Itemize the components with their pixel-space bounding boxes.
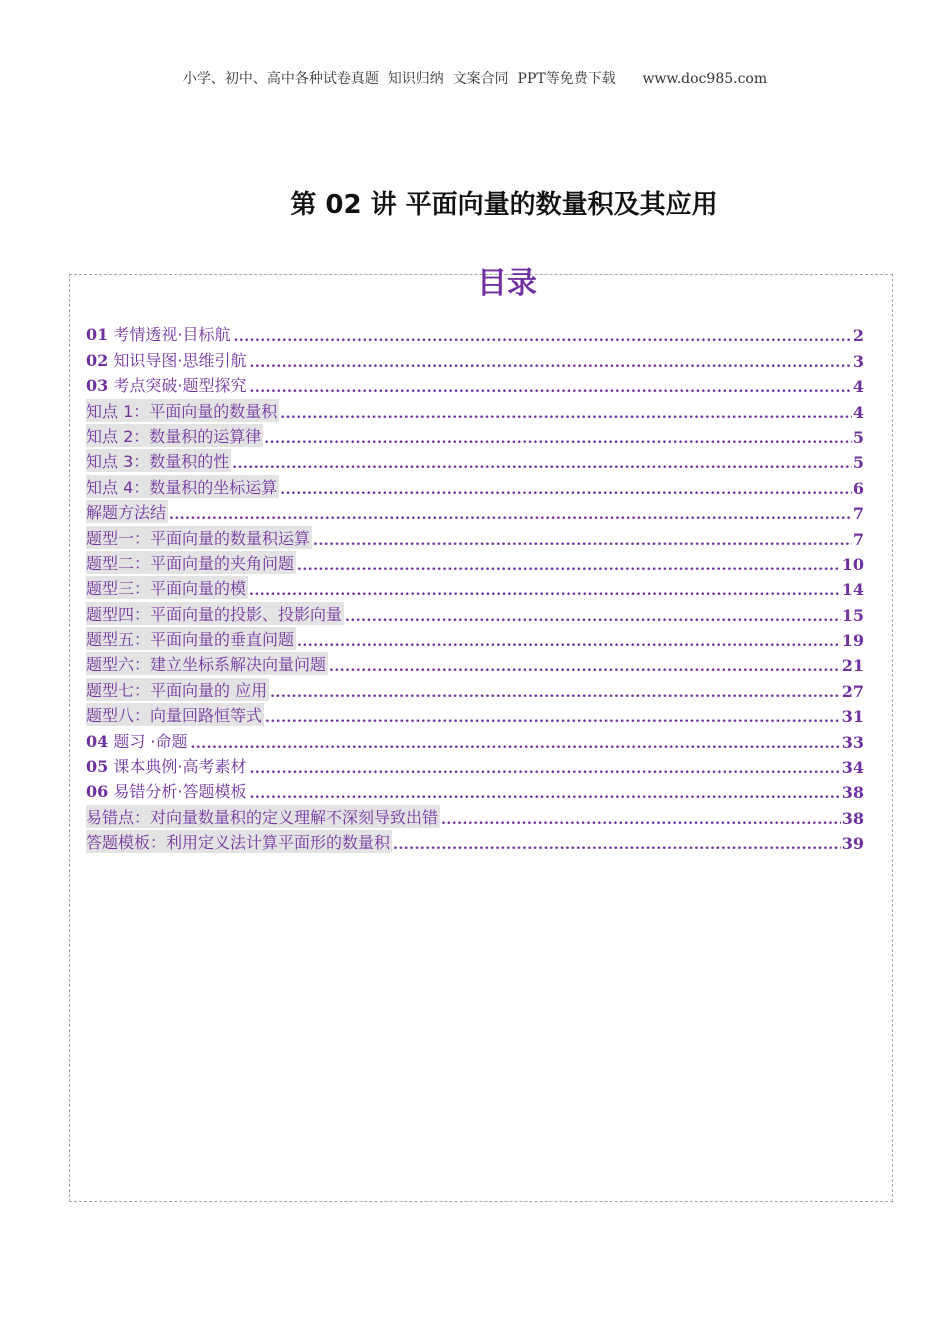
toc-label: 知点 1：平面向量的数量积 — [86, 399, 279, 422]
toc-page: 5 — [852, 453, 864, 473]
toc-leader — [297, 558, 841, 574]
toc-page: 33 — [841, 732, 864, 752]
toc-entry[interactable] — [86, 396, 864, 421]
toc-page: 5 — [852, 427, 864, 447]
toc-label: 题型三：平面向量的模 — [86, 576, 248, 599]
toc-entry[interactable] — [86, 675, 864, 700]
toc-page: 34 — [841, 758, 864, 778]
toc-label: 考情透视·目标航 — [113, 325, 231, 345]
toc-entry[interactable] — [86, 625, 864, 650]
toc-label: 易错分析·答题模板 — [113, 782, 247, 802]
toc-entry[interactable] — [86, 498, 864, 523]
toc-leader — [169, 507, 852, 523]
toc-page: 21 — [841, 656, 864, 676]
toc-entry[interactable] — [86, 701, 864, 726]
toc-label: 题型一：平面向量的数量积运算 — [86, 526, 312, 549]
toc-leader — [249, 761, 840, 777]
toc-page: 7 — [852, 529, 864, 549]
toc-page: 39 — [841, 834, 864, 854]
toc-page: 31 — [841, 707, 864, 727]
toc-label: 题型二：平面向量的夹角问题 — [86, 551, 296, 574]
toc-list — [86, 320, 864, 853]
toc-leader — [280, 482, 852, 498]
toc-leader — [249, 355, 851, 371]
toc-entry[interactable] — [86, 726, 864, 751]
toc-leader — [232, 456, 852, 472]
toc-page: 6 — [852, 478, 864, 498]
toc-entry[interactable] — [86, 472, 864, 497]
toc-entry[interactable] — [86, 777, 864, 802]
toc-num: 04 — [86, 731, 109, 751]
toc-label: 知识导图·思维引航 — [113, 350, 247, 370]
toc-entry[interactable] — [86, 574, 864, 599]
toc-leader — [270, 685, 841, 701]
toc-label: 知点 3：数量积的性 — [86, 449, 231, 472]
toc-leader — [329, 659, 841, 675]
toc-label: 题型四：平面向量的投影、投影向量 — [86, 602, 344, 625]
toc-leader — [249, 786, 840, 802]
toc-leader — [313, 533, 852, 549]
toc-leader — [191, 736, 841, 752]
toc-label: 考点突破·题型探究 — [113, 376, 247, 396]
toc-entry[interactable] — [86, 599, 864, 624]
toc-page: 15 — [841, 605, 864, 625]
toc-label: 题型八：向量回路恒等式 — [86, 703, 264, 726]
toc-leader — [249, 380, 851, 396]
toc-page: 14 — [841, 580, 864, 600]
toc-label: 课本典例·高考素材 — [113, 757, 247, 777]
toc-heading: 目录 — [477, 266, 537, 301]
toc-leader — [297, 634, 841, 650]
toc-num: 06 — [86, 782, 109, 802]
toc-entry[interactable] — [86, 752, 864, 777]
toc-leader — [441, 812, 841, 828]
toc-page: 4 — [852, 402, 864, 422]
toc-entry[interactable] — [86, 802, 864, 827]
toc-entry[interactable] — [86, 371, 864, 396]
toc-label: 易错点：对向量数量积的定义理解不深刻导致出错 — [86, 805, 440, 828]
toc-label: 题型六：建立坐标系解决向量问题 — [86, 652, 328, 675]
toc-entry[interactable] — [86, 523, 864, 548]
page-title: 第 02 讲 平面向量的数量积及其应用 — [290, 190, 718, 220]
page-header: 小学、初中、高中各种试卷真题 知识归纳 文案合同 PPT等免费下载 www.doc985.com — [182, 71, 768, 87]
toc-page: 4 — [852, 377, 864, 397]
toc-page: 10 — [841, 554, 864, 574]
toc-page: 19 — [841, 631, 864, 651]
toc-label: 知点 2：数量积的运算律 — [86, 424, 263, 447]
toc-num: 05 — [86, 757, 109, 777]
toc-label: 知点 4：数量积的坐标运算 — [86, 475, 279, 498]
toc-entry[interactable] — [86, 447, 864, 472]
toc-entry[interactable] — [86, 320, 864, 345]
toc-entry[interactable] — [86, 650, 864, 675]
toc-leader — [345, 609, 841, 625]
toc-leader — [249, 583, 841, 599]
toc-label: 题习 ·命题 — [113, 731, 188, 751]
toc-page: 27 — [841, 681, 864, 701]
toc-num: 01 — [86, 325, 109, 345]
toc-entry[interactable] — [86, 422, 864, 447]
toc-leader — [265, 710, 841, 726]
toc-leader — [393, 837, 841, 853]
toc-entry[interactable] — [86, 828, 864, 853]
toc-leader — [233, 329, 851, 345]
toc-page: 38 — [841, 808, 864, 828]
toc-entry[interactable] — [86, 345, 864, 370]
toc-label: 题型五：平面向量的垂直问题 — [86, 627, 296, 650]
toc-entry[interactable] — [86, 549, 864, 574]
toc-page: 2 — [852, 326, 864, 346]
toc-page: 38 — [841, 783, 864, 803]
toc-num: 02 — [86, 350, 109, 370]
toc-leader — [264, 431, 852, 447]
toc-label: 答题模板：利用定义法计算平面形的数量积 — [86, 830, 392, 853]
toc-page: 3 — [852, 351, 864, 371]
toc-page: 7 — [852, 504, 864, 524]
toc-label: 题型七：平面向量的 应用 — [86, 678, 269, 701]
toc-num: 03 — [86, 376, 109, 396]
toc-label: 解题方法结 — [86, 500, 168, 523]
toc-leader — [280, 406, 852, 422]
